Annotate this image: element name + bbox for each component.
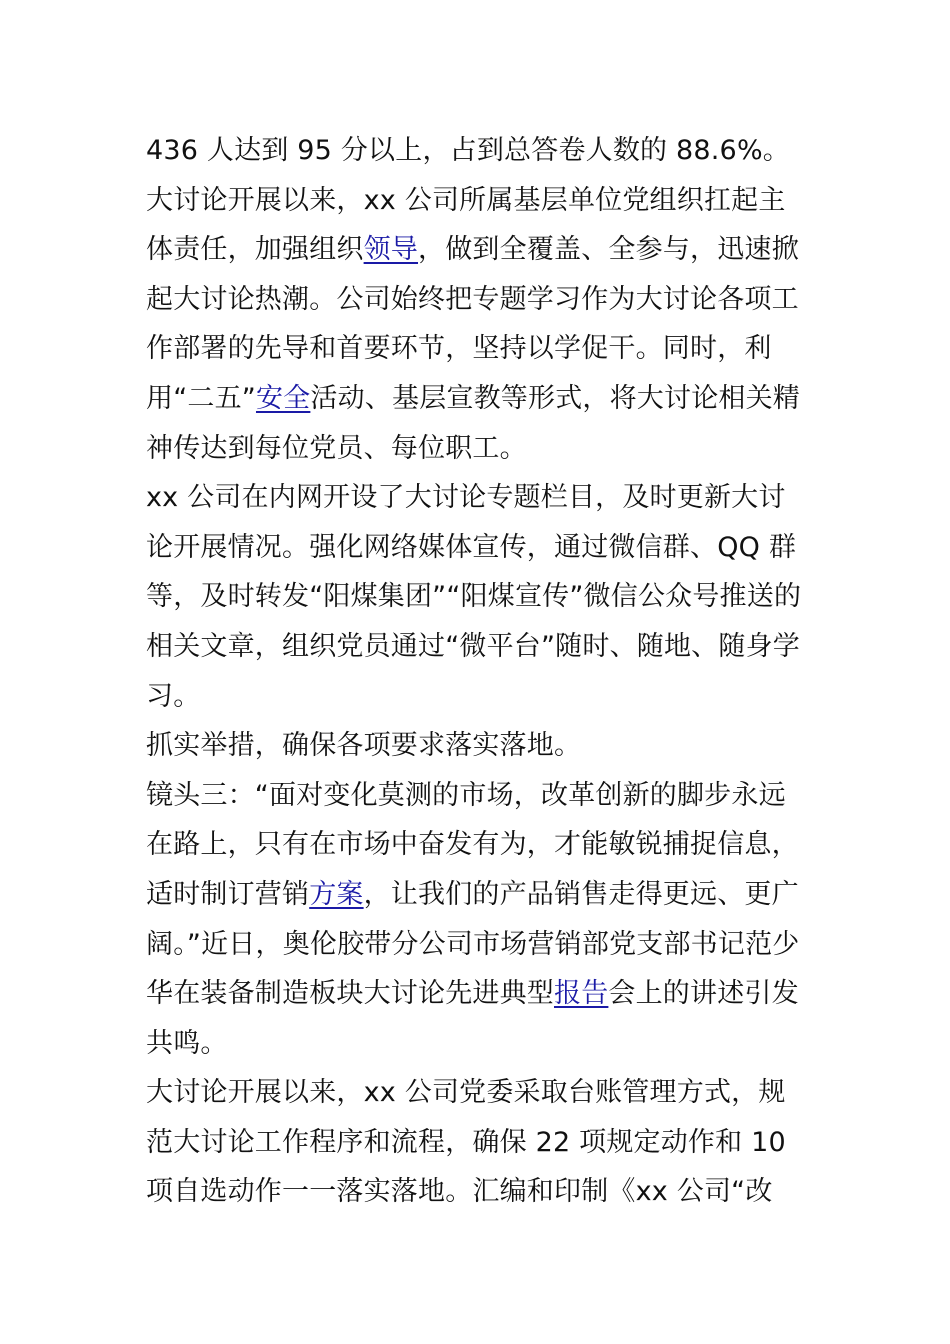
paragraph-2	[146, 176, 810, 474]
paragraph-text: xx 公司在内网开设了大讨论专题栏目，及时更新大讨论开展情况。强化网络媒体宣传，通过微信群、QQ 群等，及时转发“阳煤集团”“阳煤宣传”微信公众号推送的相关文章，组织党员通过“微平台”随时、随地、随身学习。	[146, 482, 802, 712]
document-body	[146, 126, 810, 1217]
link-plan[interactable]: 方案	[309, 878, 364, 910]
link-safety[interactable]: 安全	[255, 382, 311, 414]
paragraph-text: 大讨论开展以来，xx 公司所属基层单位党组织扛起主体责任，加强组织	[146, 184, 786, 266]
paragraph-4	[146, 721, 810, 771]
paragraph-5	[146, 771, 810, 1069]
paragraph-1	[146, 126, 810, 176]
paragraph-text: 活动、基层宣教等形式，将大讨论相关精神传达到每位党员、每位职工。	[146, 382, 800, 464]
paragraph-text: 会上的讲述引发共鸣。	[146, 978, 799, 1059]
paragraph-text: ，做到全覆盖、全参与，迅速掀起大讨论热潮。公司始终把专题学习作为大讨论各项工作部署的先导和首要环节，坚持以学促干。同时，利用“二五”	[146, 234, 799, 414]
link-report[interactable]: 报告	[554, 978, 609, 1010]
paragraph-text: 大讨论开展以来，xx 公司党委采取台账管理方式，规范大讨论工作程序和流程，确保 22 项规定动作和 10 项自选动作一一落实落地。汇编和印制《xx 公司“改	[146, 1077, 786, 1208]
paragraph-3	[146, 473, 810, 721]
link-leadership[interactable]: 领导	[363, 234, 419, 266]
paragraph-text: 436 人达到 95 分以上，占到总答卷人数的 88.6%。	[146, 135, 790, 166]
paragraph-text: 抓实举措，确保各项要求落实落地。	[146, 730, 582, 762]
paragraph-text: 镜头三：“面对变化莫测的市场，改革创新的脚步永远在路上，只有在市场中奋发有为，才能敏锐捕捉信息，适时制订营销	[146, 779, 799, 910]
paragraph-text: ，让我们的产品销售走得更远、更广阔。”近日，奥伦胶带分公司市场营销部党支部书记范少华在装备制造板块大讨论先进典型	[146, 878, 800, 1010]
paragraph-6	[146, 1068, 810, 1217]
